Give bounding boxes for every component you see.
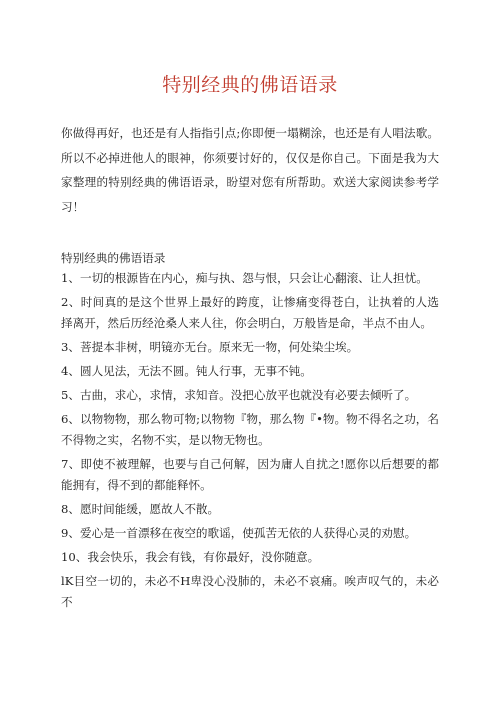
quote-list — [61, 268, 439, 614]
list-item: 7、即使不被理解，也要与自己何解，因为庸人自扰之!愿你以后想要的都能拥有，得不到的都能释怀。 — [61, 456, 439, 493]
section-heading: 特别经典的佛语语录 — [61, 251, 166, 265]
list-item: 1、一切的根源皆在内心，痴与执、怨与恨，只会让心翻滚、让人担忧。 — [61, 271, 428, 285]
list-item: 8、愿时间能缓，愿故人不散。 — [61, 502, 220, 517]
document-title: 特别经典的佛语语录 — [162, 74, 338, 96]
list-item: 6、以物物物，那么物可物;以物物『物，那么物『•物。物不得名之功，名不得物之实，名物不实，是以物无物也。 — [61, 411, 439, 448]
list-item: 10、我会快乐，我会有钱，有你最好，没你随意。 — [61, 549, 320, 564]
list-item: lK目空一切的，未必不H卑没心没肺的，未必不哀痛。唉声叹气的，未必不 — [61, 573, 439, 610]
intro-paragraph: 你做得再好，也还是有人指指引点;你即便一塌糊涂，也还是有人唱法歌。所以不必掉进他人的眼神，你须要讨好的，仅仅是你自己。下面是我为大家整理的特别经典的佛语语录，盼望对您有所帮助。欢送大家阅读参考学习！ — [61, 126, 439, 214]
list-item: 9、爱心是一首漂移在夜空的歌谣，使孤苦无依的人获得心灵的劝慰。 — [61, 526, 417, 541]
list-item: 3、菩提本非树，明镜亦无台。原来无一物，何处染尘埃。 — [61, 340, 359, 355]
list-item: 4、圆人见法，无法不圆。钝人行事，无事不钝。 — [61, 363, 312, 378]
list-item: 2、时间真的是这个世界上最好的跨度，让惨痛变得苍白，让执着的人选择离开，然后历经沧桑人来人往，你会明白，万般皆是命，半点不由人。 — [61, 294, 439, 331]
list-item: 5、古曲，求心，求情，求知音。没把心放平也就没有必要去倾听了。 — [61, 387, 417, 402]
